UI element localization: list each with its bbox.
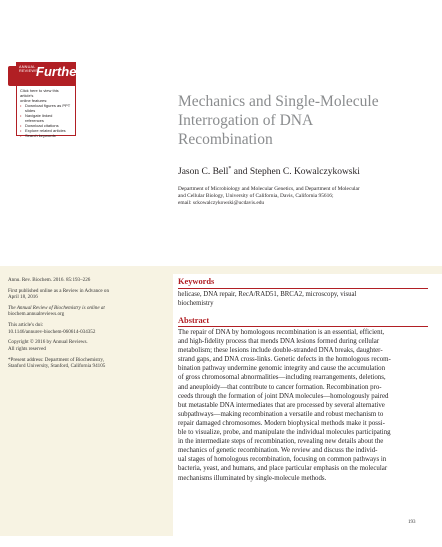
author-name: Jason C. Bell — [178, 167, 229, 178]
badge-brand-line: REVIEWS — [19, 69, 38, 73]
abstract-line: mechanisms illuminated by single-molecule methods. — [178, 474, 327, 482]
meta-line: Stanford University, Stanford, California 94105 — [8, 363, 106, 370]
meta-line: Copyright © 2016 by Annual Reviews. — [8, 339, 88, 346]
badge-feature-item[interactable]: • Download figures as PPT slides — [20, 103, 72, 113]
badge-header — [16, 62, 82, 86]
badge-further-label: Further — [36, 64, 82, 79]
first-published — [8, 288, 168, 301]
abstract-line: in the intermediate steps of recombination, revealing new details about the — [178, 438, 384, 446]
abstract-line: and aneuploidy—that contribute to cancer formation. Recombination pro- — [178, 383, 382, 391]
abstract-line: repair damaged chromosomes. Modern biophysical methods make it possi- — [178, 419, 385, 427]
badge-brand-line: ANNUAL — [19, 65, 36, 69]
header-band — [173, 266, 442, 274]
abstract-heading: Abstract — [178, 316, 210, 325]
article-metadata — [8, 277, 168, 374]
badge-feature-item[interactable]: • Search keywords — [20, 133, 72, 138]
abstract-line: ual stages of homologous recombination, focusing on common pathways in — [178, 456, 387, 464]
abstract-line: but metastable DNA intermediates that are processed by several alternative — [178, 401, 385, 409]
abstract-line: mechanics of genetic recombination. We review and discuss the individ- — [178, 447, 378, 455]
copyright — [8, 339, 168, 352]
badge-body — [16, 86, 76, 136]
meta-line: This article's doi: — [8, 322, 44, 329]
badge-feature-item[interactable]: • Navigate linked references — [20, 113, 72, 123]
abstract-line: and high-fidelity process that mends DNA lesions formed during cellular — [178, 338, 380, 346]
present-address — [8, 357, 168, 370]
badge-feature-item[interactable]: • Explore related articles — [20, 128, 72, 133]
abstract-line: subpathways—making recombination a versatile and robust mechanism to — [178, 410, 384, 418]
abstract-line: The repair of DNA by homologous recombination is an essential, efficient, — [178, 329, 385, 336]
further-badge[interactable] — [8, 62, 82, 138]
title-line: Recombination — [178, 131, 273, 148]
journal-url[interactable]: biochem.annualreviews.org — [8, 311, 65, 318]
abstract-rule — [178, 326, 428, 327]
meta-line: *Present address: Department of Biochemistry, — [8, 356, 105, 363]
keywords-heading: Keywords — [178, 277, 215, 286]
title-line: Mechanics and Single-Molecule — [178, 93, 379, 110]
badge-intro-line: online features: — [20, 98, 48, 103]
keywords-rule — [178, 288, 428, 289]
abstract-line: of gross chromosomal abnormalities—including rearrangements, deletions, — [178, 374, 386, 382]
affiliation-line: and Cellular Biology, University of California, Davis, California 95616; — [178, 193, 334, 199]
meta-line: The Annual Review of Biochemistry is online at — [8, 305, 105, 311]
page-number: 193 — [408, 520, 416, 525]
abstract-line: ceeds through the formation of joint DNA molecules—homologously paired — [178, 392, 389, 400]
badge-feature-item[interactable]: • Download citations — [20, 123, 72, 128]
citation: Annu. Rev. Biochem. 2016. 85:193–226 — [8, 277, 91, 283]
meta-line: April 18, 2016 — [8, 294, 38, 301]
title-line: Interrogation of DNA — [178, 112, 314, 129]
abstract-line: bacteria, yeast, and humans, and place particular emphasis on the molecular — [178, 465, 388, 473]
badge-tab — [8, 66, 16, 86]
abstract-text — [178, 328, 428, 483]
author-footnote-mark: * — [228, 166, 232, 172]
author-list — [178, 166, 360, 177]
online-at — [8, 305, 168, 318]
abstract-line: bination pathway undermine genomic integrity and cause the accumulation — [178, 365, 386, 373]
article-title — [178, 92, 428, 149]
badge-intro-line[interactable]: Click here to view this article's — [20, 88, 59, 98]
abstract-line: ble to visualize, probe, and manipulate the individual molecules participating — [178, 429, 391, 437]
abstract-line: metabolism; these lesions include double-stranded DNA breaks, daughter- — [178, 347, 383, 355]
doi-link[interactable]: 10.1146/annurev-biochem-060614-034352 — [8, 328, 96, 335]
abstract-line: strand gaps, and DNA cross-links. Genetic defects in the homologous recom- — [178, 356, 391, 364]
meta-line: First published online as a Review in Advance on — [8, 287, 110, 294]
keywords-line: helicase, DNA repair, RecA/RAD51, BRCA2, microscopy, visual — [178, 291, 357, 298]
affiliation — [178, 186, 428, 207]
author-name: and Stephen C. Kowalczykowski — [231, 167, 360, 178]
affiliation-line: Department of Microbiology and Molecular Genetics, and Department of Molecular — [178, 186, 360, 192]
affiliation-email[interactable]: email: sckowalczykowski@ucdavis.edu — [178, 200, 265, 206]
keywords-line: biochemistry — [178, 299, 214, 307]
keywords-text — [178, 291, 428, 308]
doi — [8, 322, 168, 335]
meta-line: All rights reserved — [8, 345, 46, 352]
